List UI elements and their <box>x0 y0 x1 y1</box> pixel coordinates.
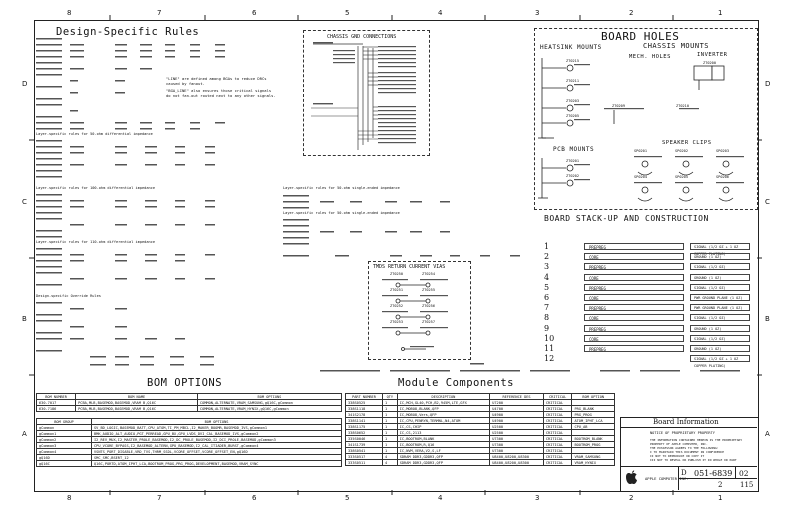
stackup-layer-note: SIGNAL (1/2 OZ) <box>690 335 750 342</box>
speaker-ref-sp0202: SP0202 <box>675 149 688 153</box>
notice-line: II NOT TO REPRODUCE OR COPY IT <box>650 454 705 458</box>
stackup-layer <box>544 303 752 313</box>
stackup-layer-number: 2 <box>544 252 550 262</box>
module-qty: 1 <box>382 436 397 442</box>
stackup-layer-number: 3 <box>544 262 550 272</box>
module-qty: 1 <box>382 448 397 454</box>
module-part-number: 338S0525 <box>346 400 383 406</box>
module-qty: 1 <box>382 412 397 418</box>
tmds-label-6: ZT0253 <box>390 320 403 324</box>
zone-top-1: 1 <box>718 9 723 17</box>
zone-right-d: D <box>765 80 771 88</box>
section-override: Design-specific Override Rules <box>36 294 101 298</box>
sheet-divider <box>678 478 757 479</box>
stackup-layer-material: PREPREG <box>584 325 684 332</box>
pcb-mounts-label: PCB MOUNTS <box>553 146 595 153</box>
section-50-single-2: Layer-specific rules for 50-ohm single-ended impedance <box>283 211 400 215</box>
stackup-layer-material: CORE <box>584 294 684 301</box>
zone-top-7: 7 <box>157 9 162 17</box>
module-description: IC,CPU,PENRYN,TERMNL,N4,ATOM <box>397 418 489 424</box>
module-reference-des: U7200 <box>490 400 544 406</box>
sheet-total: 115 <box>740 481 754 489</box>
section-50-single-1: Layer-specific rules for 50-ohm single-ended impedance <box>283 186 400 190</box>
drawing-size: D <box>681 469 687 477</box>
hole-ref-zt0209: ZT0209 <box>612 104 625 108</box>
zone-top-8: 8 <box>67 9 72 17</box>
speaker-ref-sp0204: SP0204 <box>634 175 647 179</box>
module-bom-option: BOOTROM_PROG <box>572 442 615 448</box>
bom-group-name: gQ16C <box>37 461 92 467</box>
module-description: IC,BOOTROM,R,Q16 <box>397 442 489 448</box>
module-critical: CRITICAL <box>543 400 572 406</box>
module-reference-des: U8400,U8200,U8300 <box>490 460 544 466</box>
zone-left-c: C <box>22 198 27 206</box>
chassis-gnd-title: CHASSIS GND CONNECTIONS <box>327 34 397 40</box>
module-critical: CRITICAL <box>543 412 572 418</box>
tmds-schematic <box>368 261 469 358</box>
hole-ref-zt0202: ZT0202 <box>566 174 579 178</box>
stackup-layer-material: CORE <box>584 314 684 321</box>
zone-right-c: C <box>765 198 770 206</box>
bom-group-name: gCommon1 <box>37 431 92 437</box>
stackup-layer-note: PWR GROUND PLANE (1 OZ) <box>690 294 750 301</box>
stackup-layer-note: SIGNAL (1/2 OZ) <box>690 314 750 321</box>
module-critical: CRITICAL <box>543 430 572 436</box>
stackup-layer <box>544 252 752 262</box>
bom-group-name: gCommon <box>37 425 92 431</box>
stackup-layer-note: PWR GROUND PLANE (1 OZ) <box>690 304 750 311</box>
zone-bottom-5: 5 <box>345 494 350 502</box>
bom-group-options: VSNTS_PORT_DISABLE,VRD_TVS,THRM_SSDL,VCORE_OFFSET,VCORE_OFFSET_EN,gQ16D <box>92 449 342 455</box>
stackup-layer <box>544 242 752 256</box>
bom-header-name: BOM NAME <box>76 394 198 400</box>
speaker-ref-sp0206: SP0206 <box>716 175 729 179</box>
bom-name: PCBA,MLB,BASEMOD,BASEMOD,VRAM B,Q16C <box>76 406 198 412</box>
drawing-number: 051-6839 <box>694 469 733 478</box>
module-reference-des: U4900 <box>490 418 544 424</box>
module-bom-option: VRAM_SAMSUNG <box>572 454 615 460</box>
stackup-layer <box>544 293 752 303</box>
module-bom-option: ATOM_IPHT_LCA <box>572 418 615 424</box>
module-description: IC,MOBO8,BLANK,QFP <box>397 406 489 412</box>
bom-group-options: BMK_AUDIO_ALT_AUDIO,PGT_PERREAD,GPU_BX,GPU_LVDS_DVI_CAL_BASEMOD_IVS,gCommon2 <box>92 431 342 437</box>
bom-number-row <box>37 406 342 412</box>
inverter-label: INVERTER <box>697 52 728 58</box>
module-header-ref: REFERENCE DES <box>490 394 544 400</box>
module-part-number: 338S0652 <box>346 430 383 436</box>
stackup-layer <box>544 354 752 369</box>
bom-options: COMMON,ALTERNATE,VRAM_SAMSUNG,gQ16C,gCommon <box>197 400 341 406</box>
module-qty: 1 <box>382 400 397 406</box>
module-header-bom: BOM OPTION <box>572 394 615 400</box>
section-100-diff: Layer-specific rules for 100-ohm differential impedance <box>36 186 155 190</box>
module-part-number: 338S1118 <box>346 406 383 412</box>
stackup-layer-note: GROUND (1 OZ) <box>690 325 750 332</box>
bom-group-header: BOM GROUP <box>37 419 92 425</box>
tmds-label-3: ZT0255 <box>422 288 435 292</box>
module-reference-des: U7300 <box>490 436 544 442</box>
bom-group-name: gCommon2 <box>37 437 92 443</box>
stackup-layer-number: 1 <box>544 242 550 251</box>
zone-right-b: B <box>765 315 770 323</box>
module-reference-des: U7300 <box>490 442 544 448</box>
module-description: IC,NVM,VERA,V2,S,LF <box>397 448 489 454</box>
bom-group-options: SMC_SMC,BSERT_12 <box>92 455 342 461</box>
notice-line: THE INFORMATION CONTAINED HEREIN IS THE PROPRIETARY PROPERTY OF APPLE COMPUTER, INC. <box>650 438 743 446</box>
stackup-layer-number: 10 <box>544 333 555 343</box>
stackup-layer-note: SIGNAL (1/2 OZ) <box>690 263 750 270</box>
bom-header-number: BOM NUMBER <box>37 394 76 400</box>
module-components-table <box>345 393 615 466</box>
stackup-layer-material: CORE <box>584 335 684 342</box>
tmds-label-7: ZT0257 <box>422 320 435 324</box>
module-bom-option: BOOTROM_BLANK <box>572 436 615 442</box>
zone-top-4: 4 <box>438 9 443 17</box>
module-header-qty: QTY <box>382 394 397 400</box>
zone-left-a: A <box>22 430 27 438</box>
zone-left-d: D <box>22 80 28 88</box>
hole-ref-zt0200: ZT0200 <box>703 61 716 65</box>
bom-number: 630-7017 <box>37 400 76 406</box>
module-qty: 1 <box>382 406 397 412</box>
bom-options: COMMON,ALTERNATE,VRAM_HYNIX,gQ16C,gCommon <box>197 406 341 412</box>
zone-top-3: 3 <box>535 9 540 17</box>
bom-group-row <box>37 461 342 467</box>
zone-top-6: 6 <box>252 9 257 17</box>
stackup-layer-number: 11 <box>544 344 555 353</box>
tmds-label-2: ZT0251 <box>390 288 403 292</box>
revision: 02 <box>739 469 749 478</box>
speaker-clips-label: SPEAKER CLIPS <box>662 140 712 146</box>
hole-ref-zt0205: ZT0205 <box>566 114 579 118</box>
zone-bottom-8: 8 <box>67 494 72 502</box>
stackup-layer <box>544 262 752 272</box>
module-reference-des: U2500 <box>490 430 544 436</box>
module-description: IC,CS,2113 <box>397 430 489 436</box>
speaker-ref-sp0201: SP0201 <box>634 149 647 153</box>
zone-bottom-3: 3 <box>535 494 540 502</box>
module-description: SDRAM DDR3,GDDR3,QFP <box>397 454 489 460</box>
section-50-diff: Layer-specific rules for 50-ohm differential impedance <box>36 132 153 136</box>
module-part-number: 341S1739 <box>346 442 383 448</box>
notice-line: I TO MAINTAIN THIS DOCUMENT IN CONFIDENCE <box>650 450 725 454</box>
module-description: IC,BOOTROM,BLANK <box>397 436 489 442</box>
bom-group-name: gCommon3 <box>37 443 92 449</box>
module-reference-des: U8400,U8200,U8300 <box>490 454 544 460</box>
module-qty: 4 <box>382 460 397 466</box>
module-description: SDRAM DDR3,GDDR3,QFP <box>397 460 489 466</box>
tmds-label-5: ZT0256 <box>422 304 435 308</box>
module-description: IC,MCH,GL40,PCH,B2,945M,LTE,GFX <box>397 400 489 406</box>
module-critical: CRITICAL <box>543 436 572 442</box>
module-header-part: PART NUMBER <box>346 394 383 400</box>
module-part-number: 335S0046 <box>346 436 383 442</box>
module-critical: CRITICAL <box>543 424 572 430</box>
stackup-layer-material: PREPREG <box>584 345 684 352</box>
module-critical: CRITICAL <box>543 454 572 460</box>
stackup-layer-number: 5 <box>544 282 550 292</box>
bom-header-options: BOM OPTIONS <box>197 394 341 400</box>
zone-right-a: A <box>765 430 770 438</box>
module-reference-des: U2500 <box>490 424 544 430</box>
zone-left-b: B <box>22 315 27 323</box>
zone-bottom-6: 6 <box>252 494 257 502</box>
bom-numbers-table <box>36 393 342 412</box>
stackup-layer <box>544 344 752 354</box>
module-reference-des: U4900 <box>490 412 544 418</box>
tmds-label-4: ZT0252 <box>390 304 403 308</box>
notice-line: III NOT TO REVEAL OR PUBLISH IT IN WHOLE OR PART <box>650 458 737 462</box>
tmds-label-1: ZT0254 <box>422 272 435 276</box>
tmds-label-0: ZT0250 <box>390 272 403 276</box>
module-critical: CRITICAL <box>543 448 572 454</box>
module-qty: 1 <box>382 442 397 448</box>
rev-divider <box>735 466 736 478</box>
notice-text <box>650 438 754 462</box>
board-info-divider <box>620 427 757 428</box>
bom-name: PCBA,MLB,BASEMOD,BASEMOD,VRAM B,Q16C <box>76 400 198 406</box>
module-part-number: 338S0541 <box>346 448 383 454</box>
stackup-layer-note: GROUND (1 OZ) <box>690 253 750 260</box>
module-qty: 1 <box>382 424 397 430</box>
module-components-title: Module Components <box>398 377 514 389</box>
module-part-number: 341S2178 <box>346 412 383 418</box>
board-holes-title: BOARD HOLES <box>601 30 680 43</box>
bom-options-title: BOM OPTIONS <box>147 377 223 389</box>
stackup-title: BOARD STACK-UP AND CONSTRUCTION <box>544 214 709 223</box>
section-110-diff: Layer-specific rules for 110-ohm differential impedance <box>36 240 155 244</box>
module-description: IC,CS,CHIP <box>397 424 489 430</box>
hole-ref-zt0215: ZT0215 <box>566 59 579 63</box>
bom-group-options-header: BOM OPTIONS <box>92 419 342 425</box>
bom-number: 630-7186 <box>37 406 76 412</box>
company-name: APPLE COMPUTER INC. <box>645 476 689 481</box>
module-qty: 1 <box>382 418 397 424</box>
module-qty: 4 <box>382 454 397 460</box>
module-reference-des: U7300 <box>490 448 544 454</box>
stackup-layer-number: 8 <box>544 313 550 323</box>
bom-group-options: CPU_VCORE_BYPASS,I2_BASEMOD_ALTERN,GPU_BASEMOD,I2_CAL_ITIADER,BURST,gCommon4 <box>92 443 342 449</box>
stackup-layer <box>544 283 752 293</box>
module-bom-option: PRG_BLANK <box>572 406 615 412</box>
bom-group-name: gQ16D <box>37 455 92 461</box>
module-critical: CRITICAL <box>543 442 572 448</box>
module-part-number: 333S0517 <box>346 454 383 460</box>
board-info-title: Board Information <box>653 418 719 426</box>
zone-top-2: 2 <box>629 9 634 17</box>
speaker-ref-sp0203: SP0203 <box>716 149 729 153</box>
stackup-layer-material: PREPREG <box>584 263 684 270</box>
design-rules-note-1: "LINE" are defined among BGAs to reduce DRCs caused by fanout. <box>166 76 267 86</box>
stackup-layer <box>544 334 752 344</box>
stackup-layer-material: CORE <box>584 274 684 281</box>
stackup-layer-number: 12 <box>544 354 555 364</box>
hole-ref-zt0203: ZT0203 <box>566 99 579 103</box>
module-bom-option: PRG_PROG <box>572 412 615 418</box>
stackup-layer <box>544 273 752 283</box>
module-reference-des: U4700 <box>490 406 544 412</box>
module-rows <box>346 400 615 466</box>
stackup-layer <box>544 324 752 334</box>
hole-ref-zt0210: ZT0210 <box>676 104 689 108</box>
stackup-layer-material: PREPREG <box>584 284 684 291</box>
module-part-number: 333S0511 <box>346 460 383 466</box>
stackup-layer <box>544 313 752 323</box>
design-rules-note-2: "BGA_LINE" also ensures those critical signals do not fan-out routed next to any other signals. <box>166 88 276 98</box>
stackup-layer-note: GROUND (1 OZ) <box>690 274 750 281</box>
module-bom-option: CPU_AB <box>572 424 615 430</box>
module-part-number: 338S1175 <box>346 424 383 430</box>
module-header-critical: CRITICAL <box>543 394 572 400</box>
module-header-desc: DESCRIPTION <box>397 394 489 400</box>
stackup-layer-number: 7 <box>544 303 550 313</box>
zone-bottom-4: 4 <box>438 494 443 502</box>
mech-holes-label: MECH. HOLES <box>629 54 671 60</box>
stackup-layer-number: 4 <box>544 272 550 282</box>
stackup-layer-number: 9 <box>544 323 550 333</box>
bom-group-options: Q16C,PORTD,ATOM_IPHT_LCA,BOOTROM_PROG,PRG_PROG,DEVELOPMENT,BASEMOD,VRAM_SYNC <box>92 461 342 467</box>
stackup-layer-number: 6 <box>544 293 550 302</box>
notice-line: THE POSSESSOR AGREES TO THE FOLLOWING: <box>650 446 719 450</box>
module-qty: 1 <box>382 430 397 436</box>
tmds-title: TMDS RETURN CURRENT VIAS <box>373 264 446 270</box>
bom-group-name: gCommon4 <box>37 449 92 455</box>
design-rules-title: Design-Specific Rules <box>56 26 200 38</box>
stackup-layer-note: GROUND (1 OZ) <box>690 345 750 352</box>
zone-bottom-1: 1 <box>718 494 723 502</box>
apple-logo-icon <box>624 470 638 486</box>
stackup-layer-note: SIGNAL (1/2 OZ) <box>690 284 750 291</box>
bom-group-options: SV_BD_LOGIC,BASEMOD_BATT,CPU_ATOM,TI_PM_MBCL,I2_MAKER_BOOMR,BASEMOD_IVS,gCommon1 <box>92 425 342 431</box>
module-part-number: 338S1141 <box>346 418 383 424</box>
module-description: IC,MOBO8,Vers,QFP <box>397 412 489 418</box>
chassis-gnd-schematic <box>303 30 428 154</box>
module-row <box>346 460 615 466</box>
hole-ref-zt0201: ZT0201 <box>566 159 579 163</box>
module-critical: CRITICAL <box>543 418 572 424</box>
bom-group-options: I2_REV_MUX,I2_MASTER_PROLE_BASEMOD,I2_DC_PROLE_BASEMOD,I2_DCI_PROLE,BASEMOD,gCommon3 <box>92 437 342 443</box>
zone-bottom-7: 7 <box>157 494 162 502</box>
stackup-layer-note: SIGNAL (1/2 OZ + 1 OZ COPPER PLATING) <box>690 355 750 362</box>
notice-title: NOTICE OF PROPRIETARY PROPERTY <box>650 431 715 435</box>
module-bom-option: VRAM_HYNIX <box>572 460 615 466</box>
zone-top-5: 5 <box>345 9 350 17</box>
hole-ref-zt0211: ZT0211 <box>566 79 579 83</box>
chassis-mounts-label: CHASSIS MOUNTS <box>643 42 710 50</box>
heatsink-mounts-label: HEATSINK MOUNTS <box>540 44 602 51</box>
module-critical: CRITICAL <box>543 460 572 466</box>
stackup-layer-material: PREPREG <box>584 243 684 250</box>
speaker-ref-sp0205: SP0205 <box>675 175 688 179</box>
sheet-number: 2 <box>718 481 723 489</box>
zone-bottom-2: 2 <box>629 494 634 502</box>
stackup-layer-note: SIGNAL (1/2 OZ + 1 OZ COPPER PLATING) <box>690 243 750 250</box>
stackup-layer-material: CORE <box>584 253 684 260</box>
bom-groups-table <box>36 418 342 467</box>
stackup-layer-material: PREPREG <box>584 304 684 311</box>
module-critical: CRITICAL <box>543 406 572 412</box>
